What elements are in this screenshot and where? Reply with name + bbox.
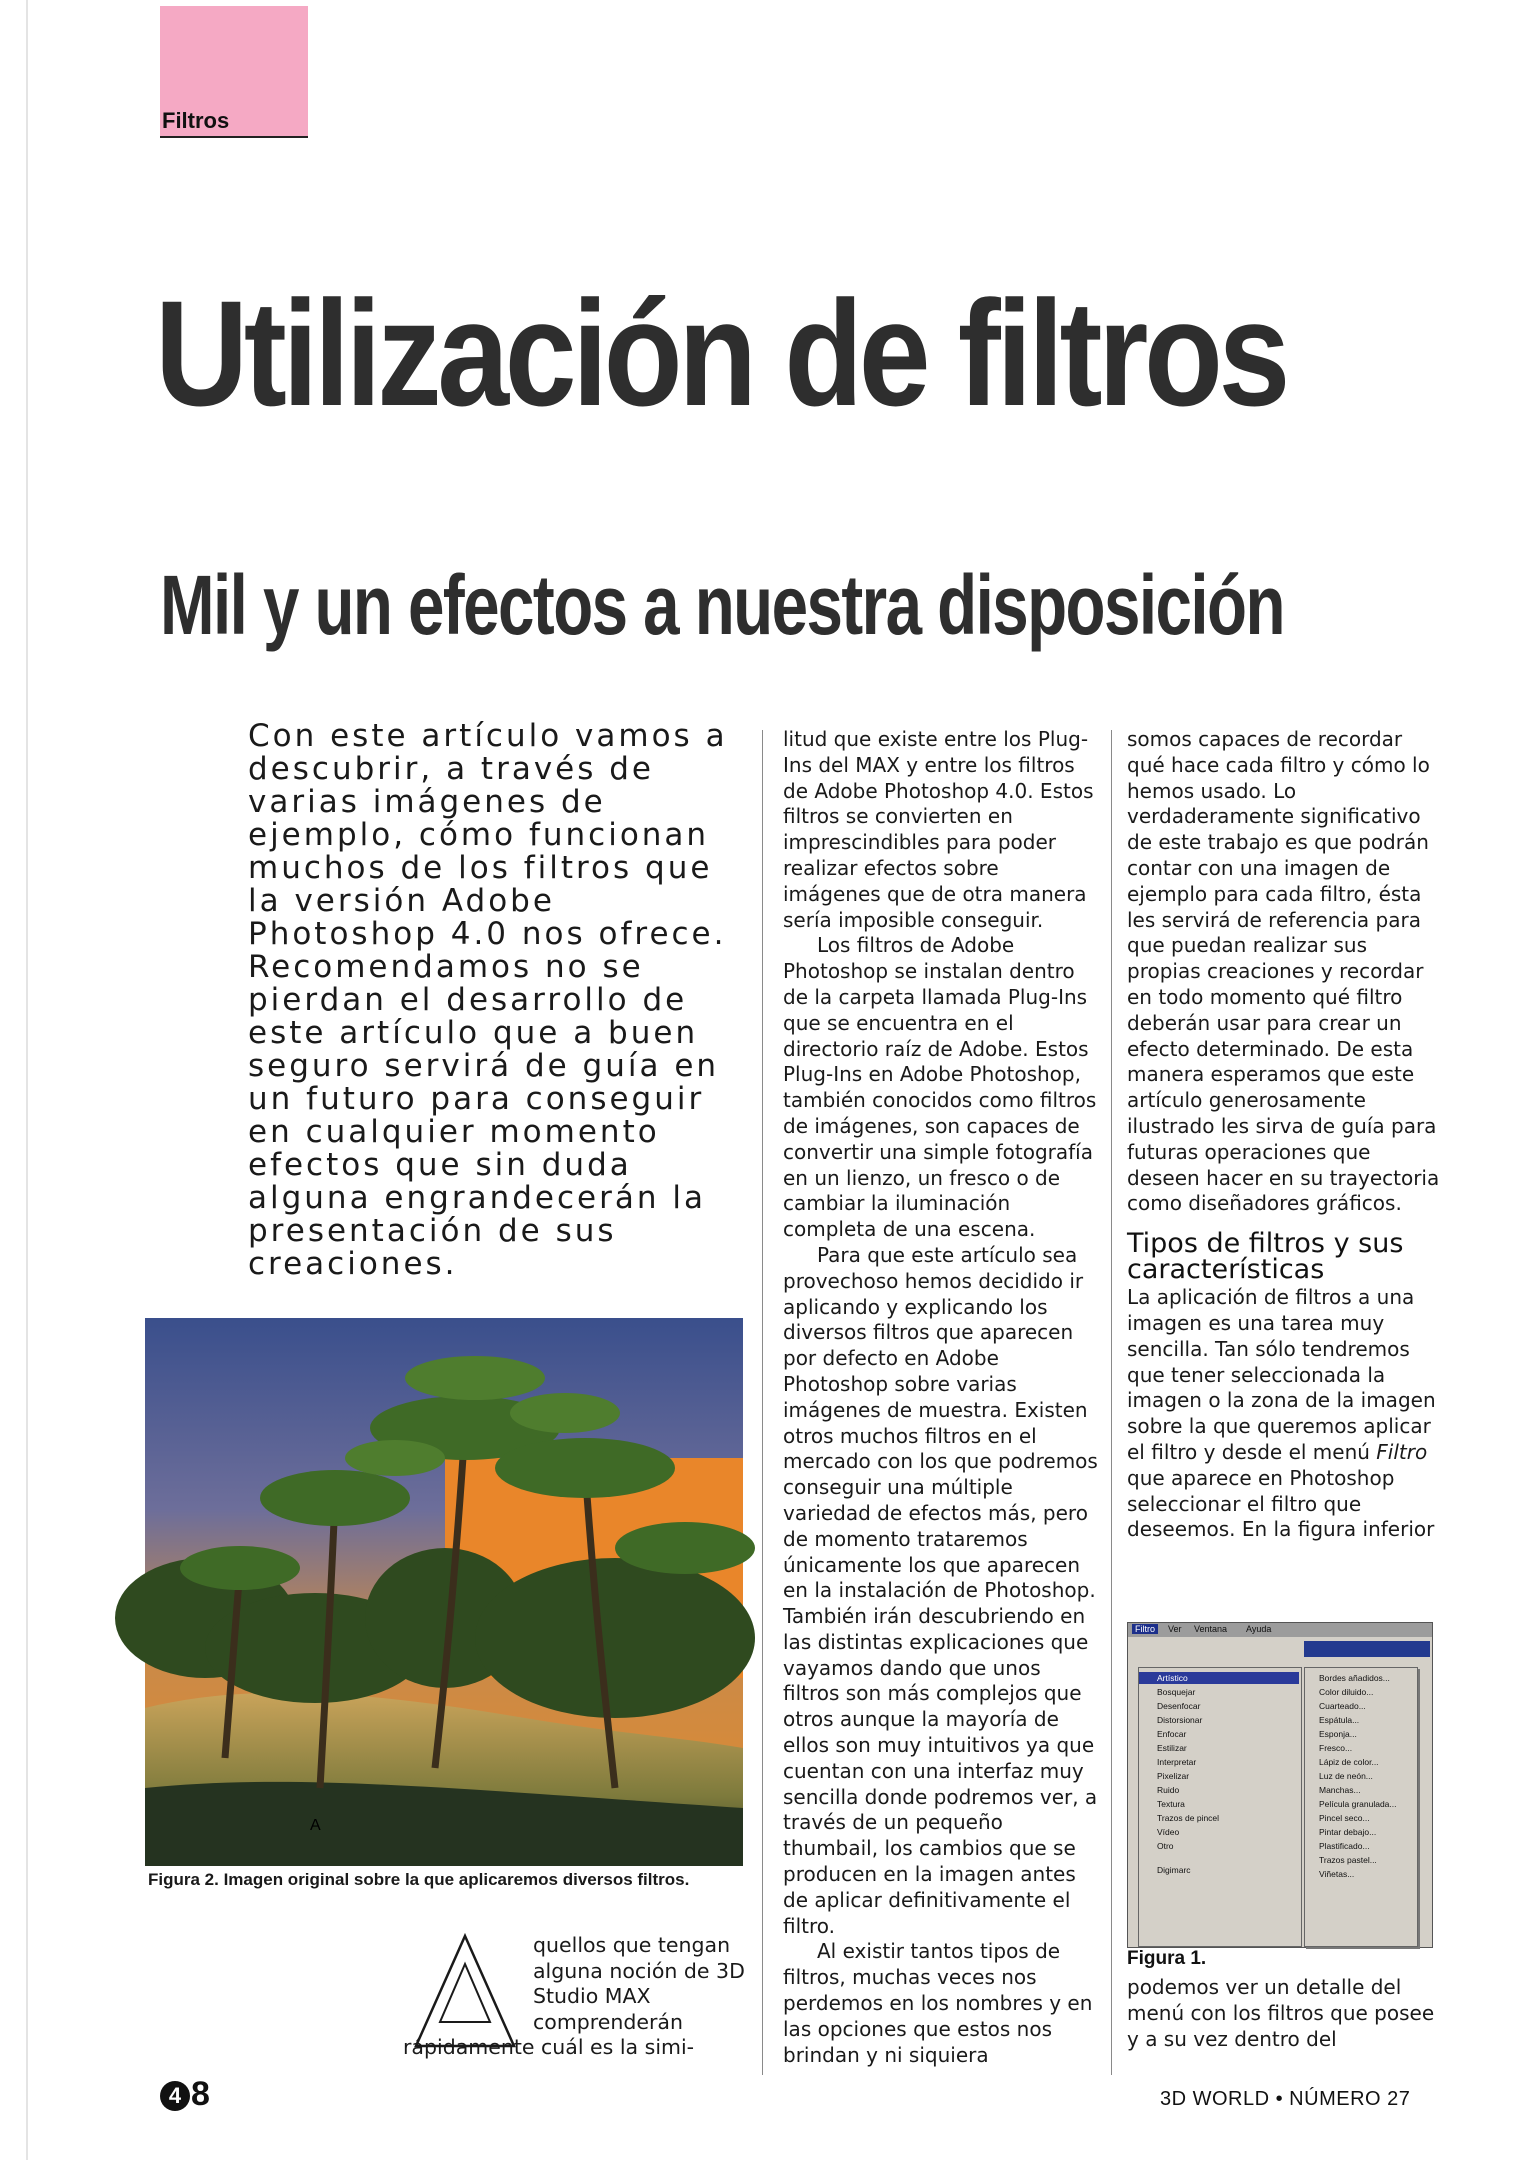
col3-paragraph-1: somos capaces de recordar qué hace cada filtro y cómo lo hemos usado. Lo verdaderamente significativo de este trabajo es que podrán contar con una imagen de ejemplo para cada filtro, ésta les servirá de referencia para que puedan realizar sus propias creaciones y recordar en todo momento qué filtro deberán usar para crear un efecto determinado. De esta manera esperamos que este artículo generosamente ilustrado les sirva de guía para futuras operaciones que deseen hacer en su trayectoria como diseñadores gráficos. (1127, 727, 1440, 1216)
page-spine-line (26, 0, 28, 2160)
page-number (160, 2075, 210, 2114)
submenu-item: Manchas... (1319, 1785, 1361, 1795)
figure-2-caption: Figura 2. Imagen original sobre la que aplicaremos diversos filtros. (148, 1870, 690, 1889)
menu-item: Distorsionar (1157, 1715, 1203, 1725)
menu-item: Enfocar (1157, 1729, 1187, 1739)
submenu-item: Plastificado... (1319, 1841, 1370, 1851)
col2-paragraph-4: Al existir tantos tipos de filtros, muchas veces nos perdemos en los nombres y en las opciones que estos nos brindan y ni siquiera (783, 1939, 1093, 2067)
column-3-bottom (1127, 1975, 1442, 2052)
submenu-item: Cuarteado... (1319, 1701, 1366, 1711)
submenu-item: Esponja... (1319, 1729, 1357, 1739)
submenu-item: Color diluido... (1319, 1687, 1374, 1697)
magazine-footer: 3D WORLD • NÚMERO 27 (1160, 2088, 1411, 2110)
submenu-item: Trazos pastel... (1319, 1855, 1377, 1865)
col2-paragraph-2: Los filtros de Adobe Photoshop se instalan dentro de la carpeta llamada Plug-Ins que se encuentra en el directorio raíz de Adobe. Estos Plug-Ins en Adobe Photoshop, también conocidos como filtros de imágenes, son capaces de convertir una simple fotografía en un lienzo, un fresco o de cambiar la iluminación completa de una escena. (783, 933, 1097, 1242)
figure-2-photo (145, 1318, 743, 1866)
menu-item: Ruido (1157, 1785, 1180, 1795)
menu-item: Pixelizar (1157, 1771, 1190, 1781)
menu-item: Estilizar (1157, 1743, 1187, 1753)
intro-paragraph: Con este artículo vamos a descubrir, a través de varias imágenes de ejemplo, cómo funcionan muchos de los filtros que la versión Adobe Photoshop 4.0 nos ofrece. Recomendamos no se pierdan el desarrollo de este artículo que a buen seguro servirá de guía en un futuro para conseguir en cualquier momento efectos que sin duda alguna engrandecerán la presentación de sus creaciones. (248, 718, 728, 1282)
menu-item: Bosquejar (1157, 1687, 1196, 1697)
col1-text: quellos que tengan alguna noción de 3D Studio MAX comprenderán (533, 1933, 745, 2034)
col2-paragraph-3: Para que este artículo sea provechoso hemos decidido ir aplicando y explicando los diversos filtros que aparecen por defecto en Adobe Photoshop sobre varias imágenes de muestra. Existen otros muchos filtros en el mercado con los que podremos conseguir una múltiple variedad de efectos más, pero de momento trataremos únicamente los que aparecen en la instalación de Photoshop. También irán descubriendo en las distintas explicaciones que vayamos dando que unos filtros son más complejos que otros aunque la mayoría de ellos son muy intuitivos ya que cuentan con una interfaz muy sencilla donde podremos ver, a través de un pequeño thumbail, los cambios que se producen en la imagen antes de aplicar definitivamente el filtro. (783, 1242, 1098, 1938)
filtro-menu-term: Filtro (1376, 1439, 1428, 1464)
submenu-item: Viñetas... (1319, 1869, 1355, 1879)
submenu-item: Pintar debajo... (1319, 1827, 1377, 1837)
menu-bar-ver: Ver (1168, 1624, 1182, 1634)
column-rule-2 (1111, 730, 1112, 2075)
submenu-item: Lápiz de color... (1319, 1757, 1379, 1767)
menu-bar-ventana: Ventana (1194, 1624, 1228, 1634)
submenu-item: Bordes añadidos... (1319, 1673, 1390, 1683)
menu-item: Textura (1157, 1799, 1185, 1809)
menu-item: Interpretar (1157, 1757, 1197, 1767)
menu-item: Digimarc (1157, 1865, 1191, 1875)
column-rule-1 (762, 730, 763, 2075)
figure-1-menu-screenshot (1127, 1622, 1433, 1948)
section-label: Filtros (162, 108, 230, 133)
figure-1-label: Figura 1. (1127, 1948, 1207, 1969)
menu-item: Vídeo (1157, 1827, 1180, 1837)
menu-title-strip (1304, 1641, 1430, 1657)
submenu-item: Pincel seco... (1319, 1813, 1370, 1823)
menu-item: Otro (1157, 1841, 1174, 1851)
article-title: Utilización de filtros (155, 269, 1287, 437)
menu-item: Trazos de pincel (1157, 1813, 1220, 1823)
col3-paragraph-2: La aplicación de filtros a una imagen es una tarea muy sencilla. Tan sólo tendremos que tener seleccionada la imagen o la zona de la imagen sobre la que queremos aplicar el filtro y desde el menú Filtro que aparece en Photoshop seleccionar el filtro que deseemos. En la figura inferior (1127, 1285, 1436, 1542)
column-2 (783, 727, 1098, 2068)
article-subtitle: Mil y un efectos a nuestra disposición (160, 558, 1284, 652)
submenu-item: Película granulada... (1319, 1799, 1397, 1809)
drop-cap (310, 1817, 520, 2052)
menu-item: Desenfocar (1157, 1701, 1201, 1711)
col3-paragraph-3: podemos ver un detalle del menú con los filtros que posee y a su vez dentro del (1127, 1975, 1435, 2051)
submenu-item: Luz de neón... (1319, 1771, 1373, 1781)
section-rule (160, 136, 308, 138)
menu-bar (1128, 1623, 1432, 1637)
section-heading: Tipos de filtros y sus características (1127, 1228, 1404, 1286)
submenu-item: Fresco... (1319, 1743, 1353, 1753)
drop-cap-letter: A (310, 1817, 321, 1834)
artistic-filter-submenu (1304, 1667, 1418, 1947)
col2-paragraph-1: litud que existe entre los Plug-Ins del MAX y entre los filtros de Adobe Photoshop 4.0. Estos filtros se convierten en imprescindibles para poder realizar efectos sobre imágenes que de otra manera sería imposible conseguir. (783, 727, 1094, 932)
page-number-circle: 4 (160, 2081, 190, 2111)
page-number-rest: 8 (191, 2075, 210, 2113)
filter-category-menu (1138, 1667, 1302, 1947)
submenu-item: Espátula... (1319, 1715, 1360, 1725)
menu-bar-filtro: Filtro (1132, 1624, 1158, 1634)
menu-item: Artístico (1139, 1672, 1299, 1684)
column-3 (1127, 727, 1442, 1543)
menu-bar-ayuda: Ayuda (1246, 1624, 1272, 1634)
col1-last-line: rápidamente cuál es la simi- (403, 2035, 695, 2059)
